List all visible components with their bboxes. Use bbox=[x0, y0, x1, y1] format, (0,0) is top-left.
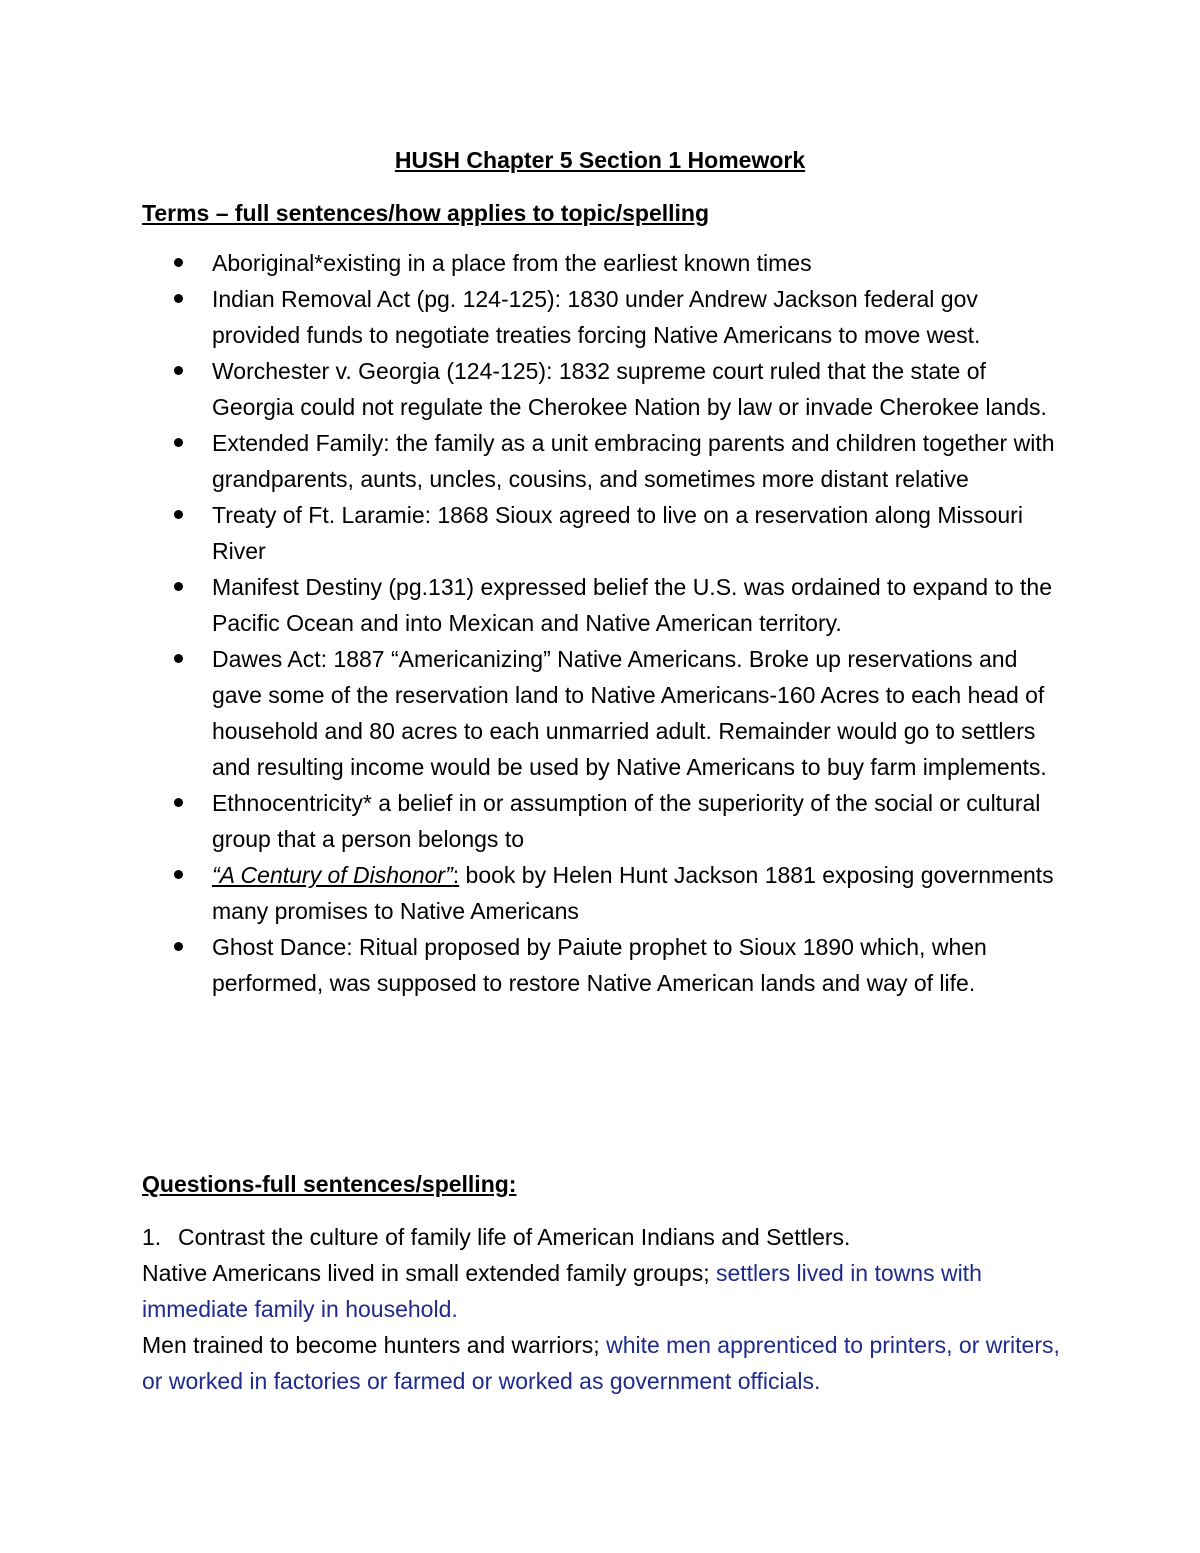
book-title-colon: : bbox=[452, 862, 460, 888]
answer-1-blue: settlers lived in towns with immediate family in household. bbox=[142, 1260, 982, 1322]
page-title: HUSH Chapter 5 Section 1 Homework bbox=[394, 147, 806, 173]
question-1 bbox=[142, 1219, 1072, 1255]
term-text: book by Helen Hunt Jackson 1881 exposing governments many promises to Native Americans bbox=[212, 862, 1054, 924]
term-text: Dawes Act: 1887 “Americanizing” Native Americans. Broke up reservations and gave some of the reservation land to Native Americans-160 Acres to each head of household and 80 acres to each unmarried adult. Remainder would go to settlers and resulting income would be used by Native Americans to buy farm implements. bbox=[212, 646, 1047, 780]
bullet-icon bbox=[174, 438, 183, 447]
question-number: 1. bbox=[142, 1224, 162, 1250]
question-text: Contrast the culture of family life of American Indians and Settlers. bbox=[178, 1224, 851, 1250]
term-text: Ghost Dance: Ritual proposed by Paiute prophet to Sioux 1890 which, when performed, was supposed to restore Native American lands and way of life. bbox=[212, 934, 987, 996]
answer-1-black: Native Americans lived in small extended family groups; bbox=[142, 1260, 716, 1286]
question-1-block bbox=[142, 1219, 1072, 1399]
book-title: “A Century of Dishonor” bbox=[212, 862, 453, 888]
term-manifest-destiny bbox=[142, 569, 1072, 641]
bullet-icon bbox=[174, 510, 183, 519]
answer-line-1 bbox=[142, 1255, 1072, 1327]
answer-line-2 bbox=[142, 1327, 1072, 1399]
questions-heading: Questions-full sentences/spelling: bbox=[142, 1171, 517, 1197]
term-ghost-dance bbox=[142, 929, 1072, 1001]
term-text: Indian Removal Act (pg. 124-125): 1830 under Andrew Jackson federal gov provided funds to negotiate treaties forcing Native Americans to move west. bbox=[212, 286, 981, 348]
bullet-icon bbox=[174, 870, 183, 879]
answer-2-black: Men trained to become hunters and warriors; bbox=[142, 1332, 607, 1358]
term-text: Worchester v. Georgia (124-125): 1832 supreme court ruled that the state of Georgia could not regulate the Cherokee Nation by law or invade Cherokee lands. bbox=[212, 358, 1047, 420]
term-treaty-ft-laramie bbox=[142, 497, 1072, 569]
term-century-of-dishonor bbox=[142, 857, 1072, 929]
term-aboriginal bbox=[142, 245, 1072, 281]
bullet-icon bbox=[174, 654, 183, 663]
term-text: Aboriginal*existing in a place from the earliest known times bbox=[212, 250, 812, 276]
term-text: Extended Family: the family as a unit embracing parents and children together with grandparents, aunts, uncles, cousins, and sometimes more distant relative bbox=[212, 430, 1055, 492]
terms-list bbox=[142, 245, 1072, 1001]
bullet-icon bbox=[174, 582, 183, 591]
term-worchester-v-georgia bbox=[142, 353, 1072, 425]
bullet-icon bbox=[174, 258, 183, 267]
bullet-icon bbox=[174, 942, 183, 951]
bullet-icon bbox=[174, 294, 183, 303]
answer-2-blue: white men apprenticed to printers, or writers, or worked in factories or farmed or worked as government officials. bbox=[142, 1332, 1060, 1394]
bullet-icon bbox=[174, 366, 183, 375]
term-text: Ethnocentricity* a belief in or assumption of the superiority of the social or cultural group that a person belongs to bbox=[212, 790, 1041, 852]
term-dawes-act bbox=[142, 641, 1072, 785]
term-extended-family bbox=[142, 425, 1072, 497]
term-indian-removal-act bbox=[142, 281, 1072, 353]
term-text: Treaty of Ft. Laramie: 1868 Sioux agreed to live on a reservation along Missouri River bbox=[212, 502, 1023, 564]
terms-heading: Terms – full sentences/how applies to topic/spelling bbox=[142, 200, 710, 226]
term-text: Manifest Destiny (pg.131) expressed belief the U.S. was ordained to expand to the Pacific Ocean and into Mexican and Native American territory. bbox=[212, 574, 1052, 636]
bullet-icon bbox=[174, 798, 183, 807]
term-ethnocentricity bbox=[142, 785, 1072, 857]
